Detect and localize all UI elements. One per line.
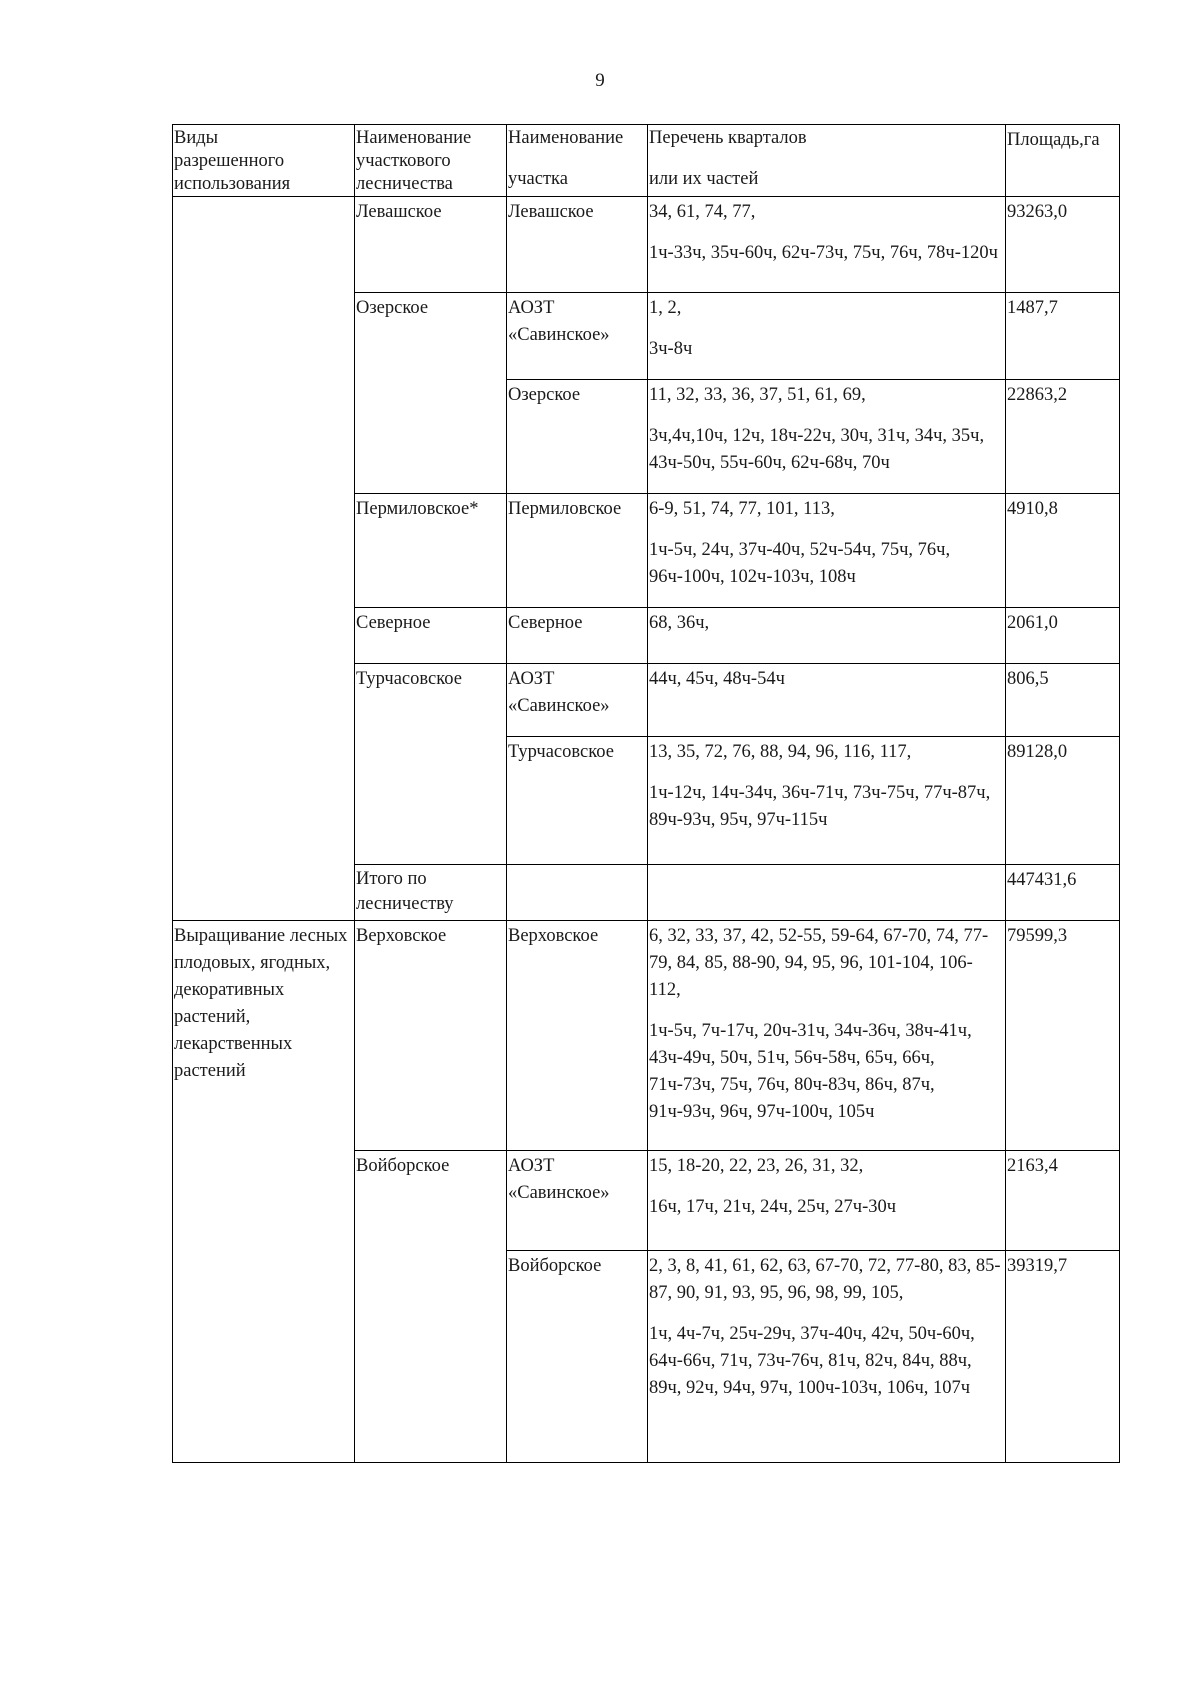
plot-cell: Верховское [507,921,648,1151]
blocks-cell: 34, 61, 74, 77, 1ч-33ч, 35ч-60ч, 62ч-73ч, 75ч, 76ч, 78ч-120ч [648,197,1006,293]
blocks-cell: 11, 32, 33, 36, 37, 51, 61, 69, 3ч,4ч,10ч, 12ч, 18ч-22ч, 30ч, 31ч, 34ч, 35ч, 43ч-50ч, 55ч-60ч, 62ч-68ч, 70ч [648,380,1006,494]
forestry-cell: Пермиловское* [355,494,507,608]
area-cell: 1487,7 [1006,293,1120,380]
plot-cell: АОЗТ «Савинское» [507,1151,648,1251]
header-plot: Наименование участка [507,125,648,197]
plot-cell-empty [507,865,648,921]
table-row [173,921,1120,1151]
forestry-cell: Турчасовское [355,664,507,865]
area-cell: 806,5 [1006,664,1120,737]
header-forestry: Наименование участкового лесничества [355,125,507,197]
area-cell: 22863,2 [1006,380,1120,494]
plot-cell: Пермиловское [507,494,648,608]
area-cell: 89128,0 [1006,737,1120,865]
blocks-cell: 13, 35, 72, 76, 88, 94, 96, 116, 117, 1ч-12ч, 14ч-34ч, 36ч-71ч, 73ч-75ч, 77ч-87ч, 89ч-93ч, 95ч, 97ч-115ч [648,737,1006,865]
area-cell: 2061,0 [1006,608,1120,664]
plot-cell: Войборское [507,1251,648,1463]
plot-cell: Левашское [507,197,648,293]
page-number: 9 [595,70,605,91]
total-area: 447431,6 [1006,865,1120,921]
blocks-cell: 15, 18-20, 22, 23, 26, 31, 32, 16ч, 17ч, 21ч, 24ч, 25ч, 27ч-30ч [648,1151,1006,1251]
plot-cell: Турчасовское [507,737,648,865]
forestry-cell: Левашское [355,197,507,293]
plot-cell: АОЗТ «Савинское» [507,293,648,380]
total-label: Итого по лесничеству [355,865,507,921]
header-use-type: Виды разрешенного использования [173,125,355,197]
use-type-cell-empty [173,197,355,921]
blocks-cell: 6-9, 51, 74, 77, 101, 113, 1ч-5ч, 24ч, 37ч-40ч, 52ч-54ч, 75ч, 76ч, 96ч-100ч, 102ч-103ч, 108ч [648,494,1006,608]
blocks-cell: 1, 2, 3ч-8ч [648,293,1006,380]
blocks-cell: 2, 3, 8, 41, 61, 62, 63, 67-70, 72, 77-80, 83, 85-87, 90, 91, 93, 95, 96, 98, 99, 105, 1ч, 4ч-7ч, 25ч-29ч, 37ч-40ч, 42ч, 50ч-60ч, 64ч-66ч, 71ч, 73ч-76ч, 81ч, 82ч, 84ч, 88ч, 89ч, 92ч, 94ч, 97ч, 100ч-103ч, 106ч, 107ч [648,1251,1006,1463]
table-header-row [173,125,1120,197]
blocks-cell: 44ч, 45ч, 48ч-54ч [648,664,1006,737]
area-cell: 2163,4 [1006,1151,1120,1251]
header-area: Площадь,га [1006,125,1120,197]
forestry-cell: Северное [355,608,507,664]
forestry-cell: Войборское [355,1151,507,1463]
area-cell: 39319,7 [1006,1251,1120,1463]
blocks-cell-empty [648,865,1006,921]
header-blocks: Перечень кварталов или их частей [648,125,1006,197]
area-cell: 79599,3 [1006,921,1120,1151]
forestry-cell: Верховское [355,921,507,1151]
forest-use-table [172,124,1120,1463]
forestry-cell: Озерское [355,293,507,494]
plot-cell: Озерское [507,380,648,494]
area-cell: 93263,0 [1006,197,1120,293]
table-row [173,197,1120,293]
blocks-cell: 68, 36ч, [648,608,1006,664]
area-cell: 4910,8 [1006,494,1120,608]
use-type-cell: Выращивание лесных плодовых, ягодных, декоративных растений, лекарственных растений [173,921,355,1463]
plot-cell: Северное [507,608,648,664]
blocks-cell: 6, 32, 33, 37, 42, 52-55, 59-64, 67-70, 74, 77-79, 84, 85, 88-90, 94, 95, 96, 101-104, 106-112, 1ч-5ч, 7ч-17ч, 20ч-31ч, 34ч-36ч, 38ч-41ч, 43ч-49ч, 50ч, 51ч, 56ч-58ч, 65ч, 66ч, 71ч-73ч, 75ч, 76ч, 80ч-83ч, 86ч, 87ч, 91ч-93ч, 96ч, 97ч-100ч, 105ч [648,921,1006,1151]
plot-cell: АОЗТ «Савинское» [507,664,648,737]
